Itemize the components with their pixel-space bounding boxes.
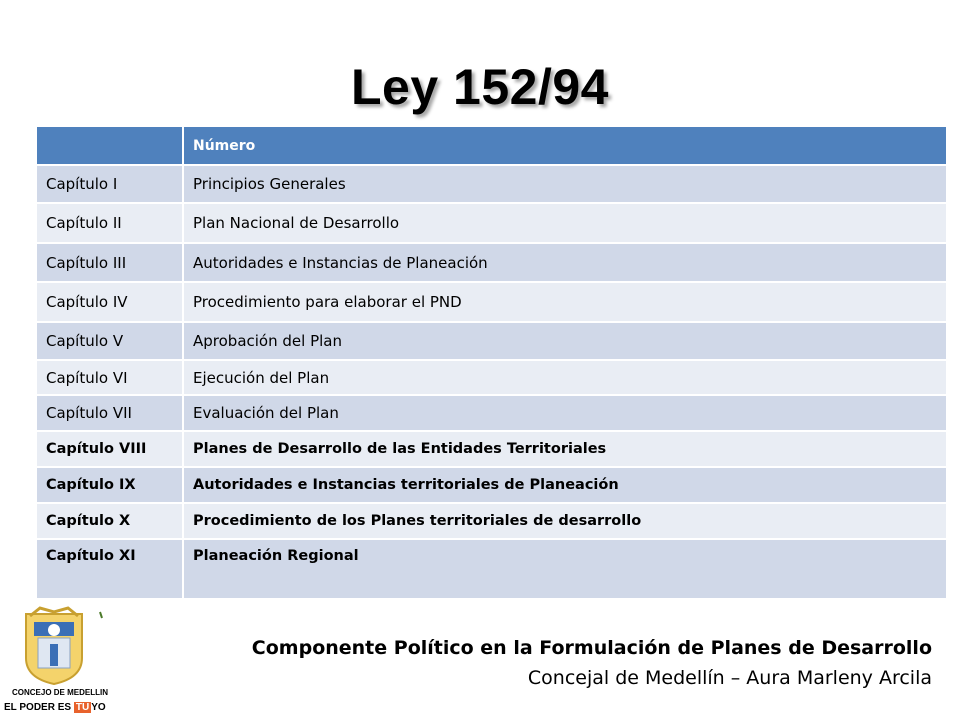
chapter-cell: Capítulo VI [36,360,183,395]
chapter-name-cell: Ejecución del Plan [183,360,947,395]
table-row [36,322,947,360]
footer-subtitle: Concejal de Medellín – Aura Marleny Arcila [527,667,932,689]
logo-line-1: CONCEJO DE MEDELLIN [11,688,108,697]
chapter-name-cell: Procedimiento de los Planes territoriales de desarrollo [183,503,947,539]
chapter-cell: Capítulo VIII [36,431,183,467]
chapter-cell: Capítulo X [36,503,183,539]
table-row [36,243,947,282]
table-row [36,539,947,599]
chapter-cell: Capítulo XI [36,539,183,599]
logo-line-2 [4,702,116,713]
table-header-cell: Número [183,126,947,165]
chapter-cell: Capítulo VII [36,395,183,431]
table-row [36,431,947,467]
table-row [36,503,947,539]
table-header-row [36,126,947,165]
logo-line-2-prefix: EL PODER ES [4,702,74,713]
chapters-table [35,125,948,600]
chapter-name-cell: Planes de Desarrollo de las Entidades Territoriales [183,431,947,467]
table-header-cell [36,126,183,165]
chapter-name-cell: Autoridades e Instancias de Planeación [183,243,947,282]
table-row [36,165,947,203]
chapter-name-cell: Plan Nacional de Desarrollo [183,203,947,243]
table-row [36,395,947,431]
logo-line-2-suffix: YO [91,702,106,713]
chapter-cell: Capítulo IV [36,282,183,322]
chapter-name-cell: Principios Generales [183,165,947,203]
chapter-cell: Capítulo I [36,165,183,203]
concejo-logo [4,606,116,720]
chapter-name-cell: Autoridades e Instancias territoriales de Planeación [183,467,947,503]
chapter-cell: Capítulo V [36,322,183,360]
chapter-name-cell: Procedimiento para elaborar el PND [183,282,947,322]
table-row [36,203,947,243]
table-row [36,282,947,322]
chapter-name-cell: Planeación Regional [183,539,947,599]
chapter-cell: Capítulo II [36,203,183,243]
table-row [36,360,947,395]
chapter-name-cell: Evaluación del Plan [183,395,947,431]
chapter-cell: Capítulo IX [36,467,183,503]
logo-line-2-highlight: TU [75,702,90,713]
table-row [36,467,947,503]
slide-title: Ley 152/94 [351,59,609,115]
footer-title: Componente Político en la Formulación de Planes de Desarrollo [251,637,932,659]
coat-of-arms-icon [4,606,116,688]
chapter-cell: Capítulo III [36,243,183,282]
chapter-name-cell: Aprobación del Plan [183,322,947,360]
